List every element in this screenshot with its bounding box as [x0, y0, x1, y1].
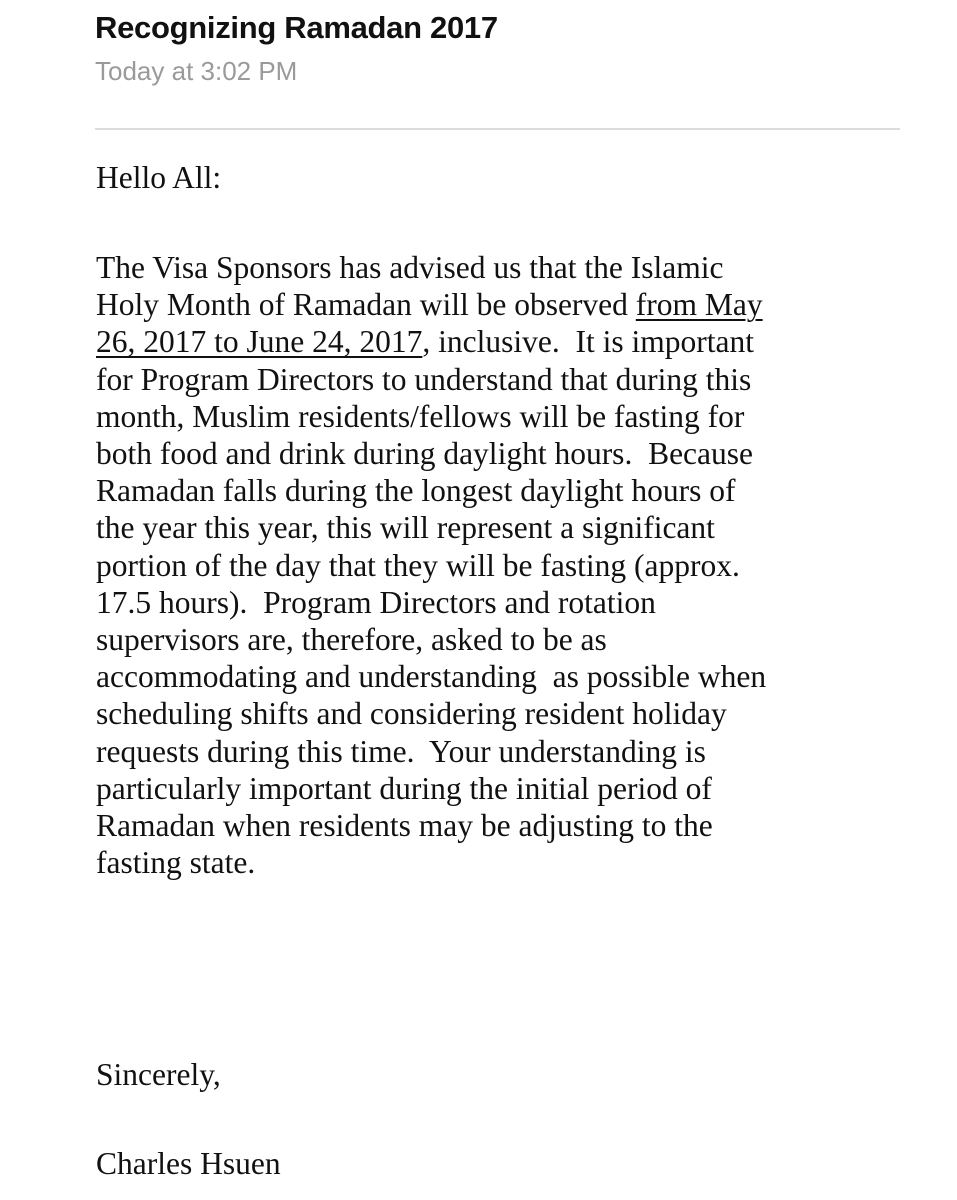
body-text: Holy Month of Ramadan will be observed [96, 287, 636, 323]
body-line [96, 362, 751, 398]
body-text: , inclusive. It is important [422, 324, 754, 360]
email-subject: Recognizing Ramadan 2017 [95, 10, 498, 45]
body-text: both food and drink during daylight hours. Because [96, 436, 754, 471]
body-text: supervisors are, therefore, asked to be as [96, 622, 607, 657]
body-text: for Program Directors to understand that during this [96, 361, 752, 397]
body-line [96, 734, 706, 770]
body-text: the year this year, this will represent a significant [96, 510, 715, 546]
body-line [96, 808, 713, 844]
header-divider [95, 128, 900, 130]
closing: Sincerely, [96, 1057, 221, 1092]
body-line [96, 585, 656, 621]
body-text: 17.5 hours). Program Directors and rotation [96, 584, 656, 620]
body-text: portion of the day that they will be fasting (approx. [96, 547, 740, 583]
date-range-link[interactable]: from May [635, 287, 763, 323]
body-text: accommodating and understanding as possible when [96, 659, 767, 695]
body-text: month, Muslim residents/fellows will be fasting for [96, 398, 745, 434]
body-line [96, 473, 736, 509]
date-range-link[interactable]: 26, 2017 to June 24, 2017 [96, 324, 423, 360]
email-date: Today at 3:02 PM [95, 56, 298, 86]
body-line [96, 659, 766, 695]
body-line [96, 510, 715, 546]
body-text: requests during this time. Your understanding is [96, 733, 706, 769]
body-line [96, 548, 740, 584]
body-text: scheduling shifts and considering resident holiday [96, 696, 727, 732]
body-text: fasting state. [96, 845, 256, 881]
body-text: particularly important during the initial period of [96, 770, 712, 806]
body-line [96, 622, 607, 658]
body-line [96, 287, 763, 323]
body-line [96, 845, 255, 881]
body-line [96, 399, 744, 435]
body-line [96, 771, 712, 807]
body-text: The Visa Sponsors has advised us that the Islamic [96, 250, 724, 285]
signature: Charles Hsuen [96, 1146, 281, 1181]
body-text: Ramadan when residents may be adjusting to the [96, 808, 713, 843]
body-line [96, 436, 753, 472]
body-text: Ramadan falls during the longest daylight hours of [96, 473, 736, 509]
body-line [96, 324, 754, 360]
body-line [96, 696, 727, 732]
greeting: Hello All: [96, 160, 222, 195]
body-line [96, 250, 723, 286]
